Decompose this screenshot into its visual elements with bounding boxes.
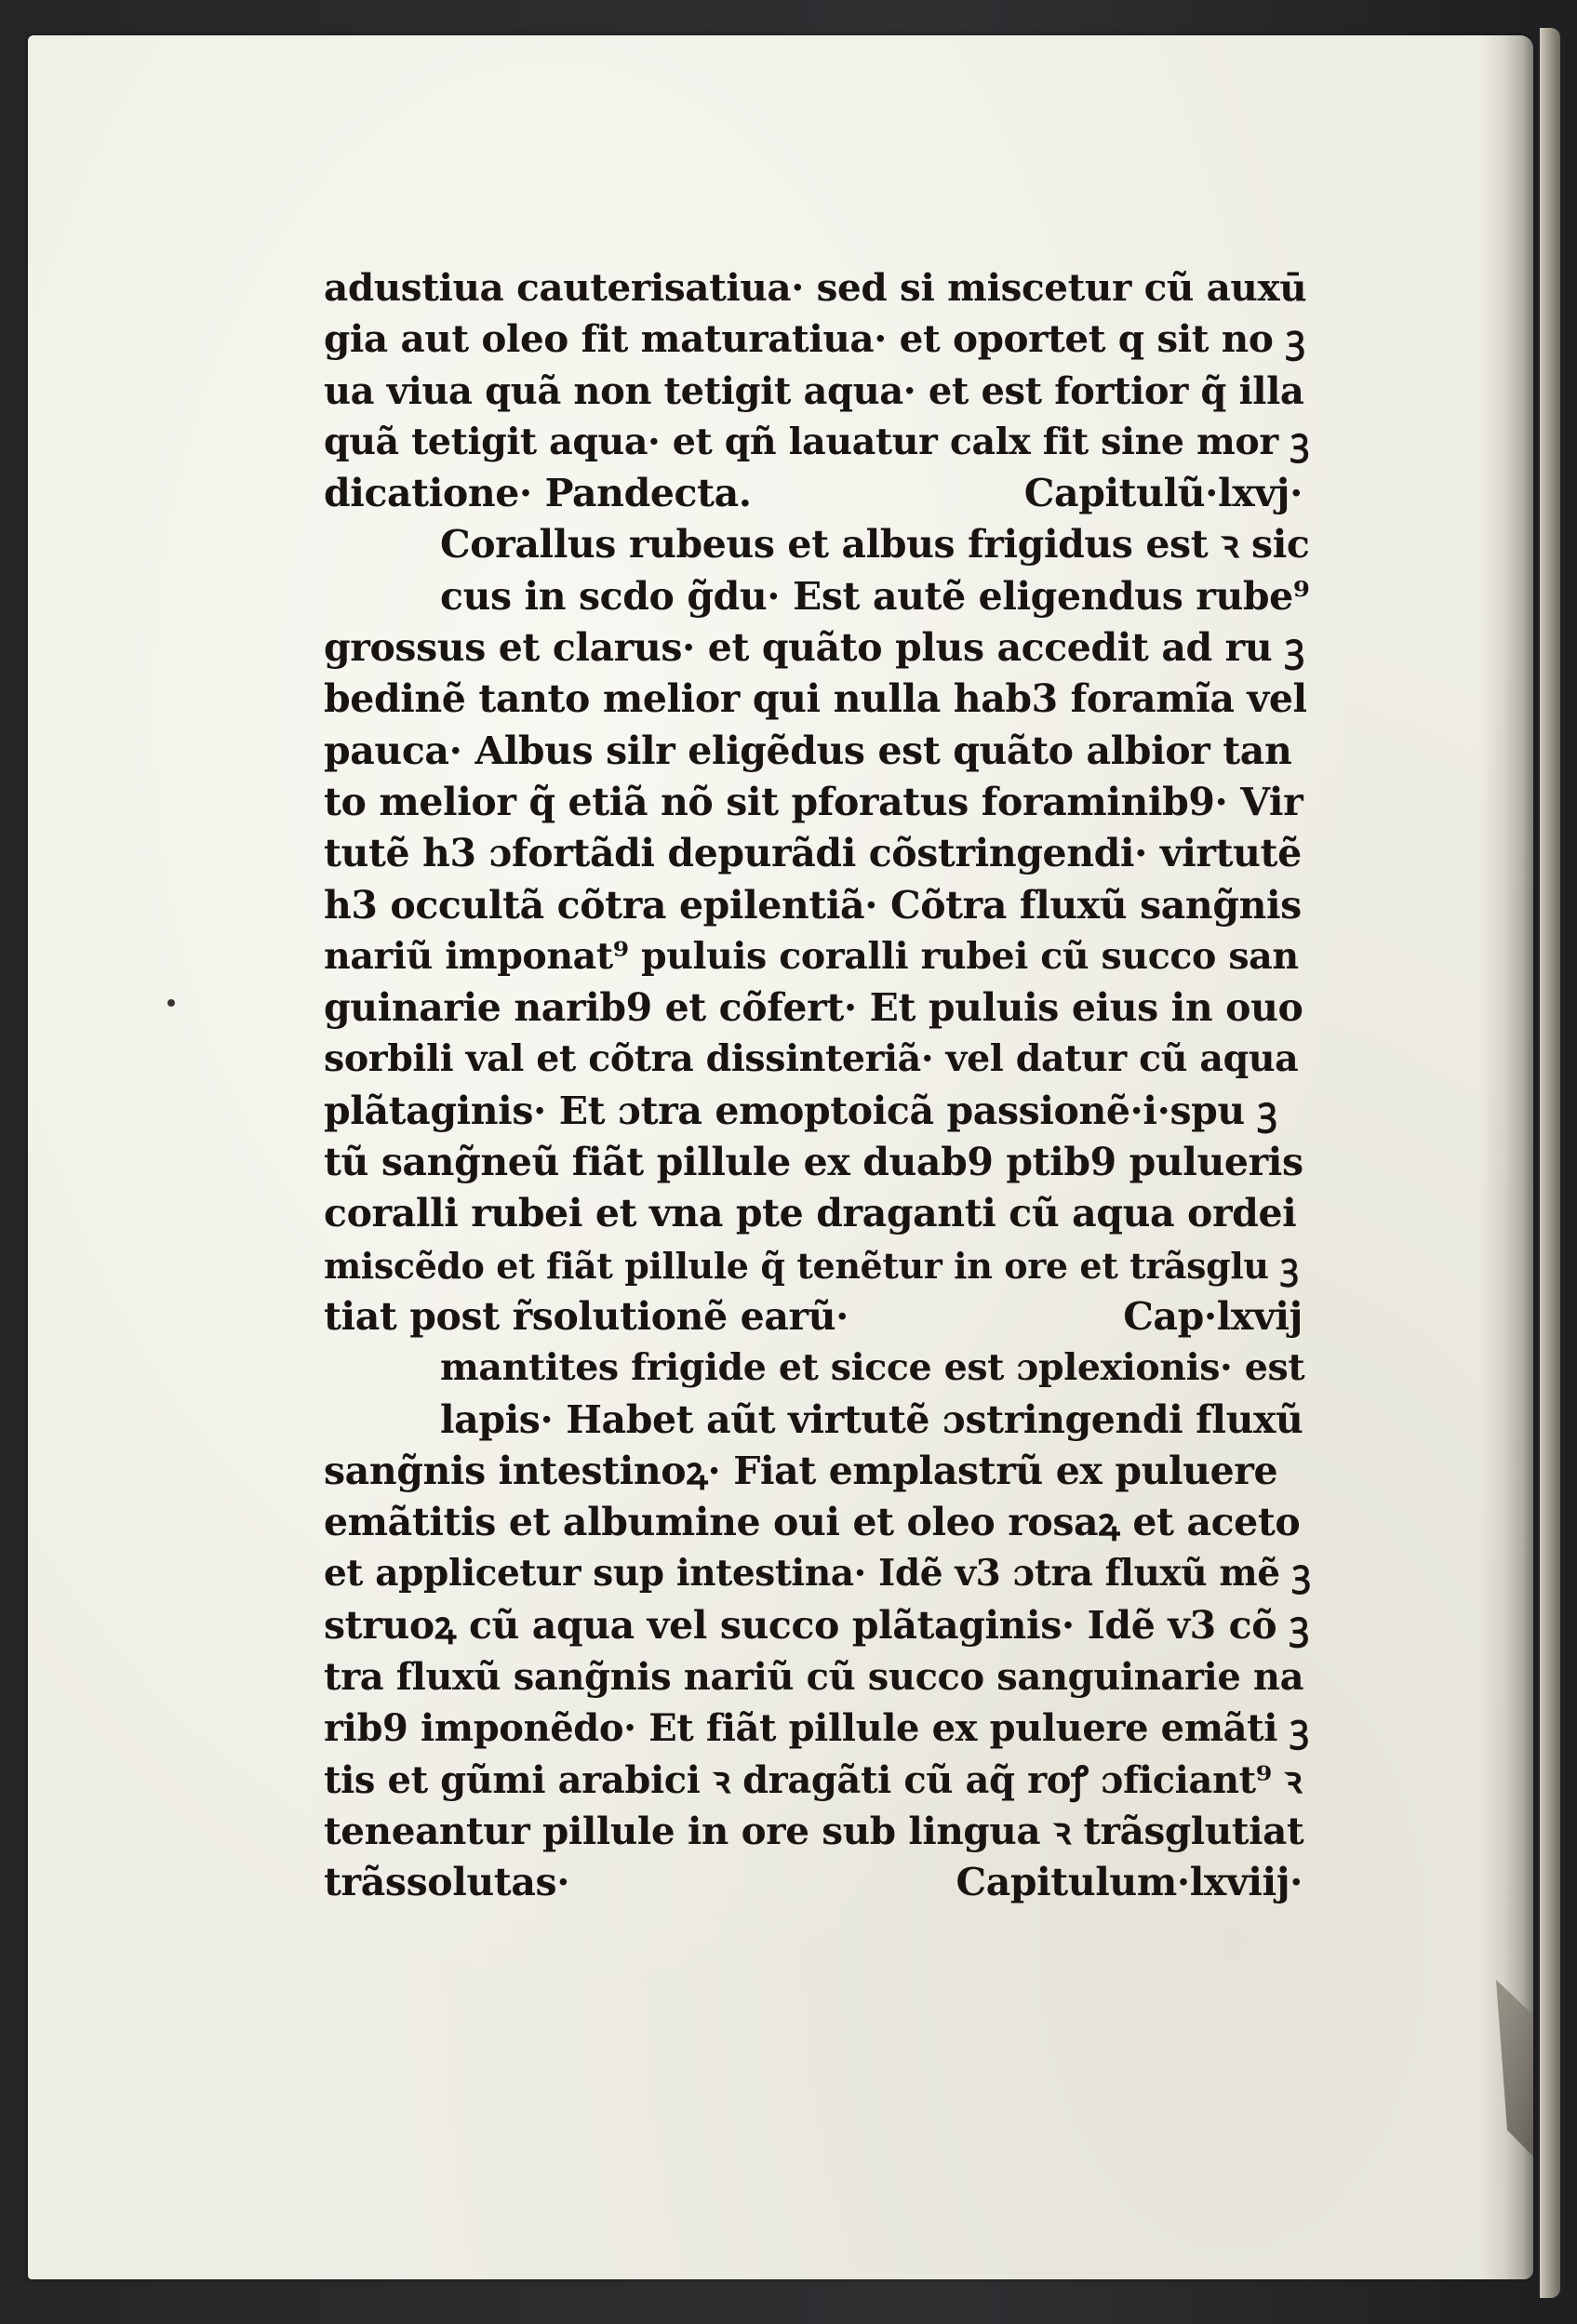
chapter-heading-line bbox=[324, 468, 1310, 519]
line-text: tis et gũmi arabici ꝛ dragãti cũ aq̃ roꝭ ɔficiant⁹ ꝛ bbox=[324, 1757, 1302, 1802]
text-line bbox=[324, 1600, 1310, 1651]
text-line bbox=[324, 1806, 1310, 1857]
line-text: grossus et clarus· et quãto plus accedit ad ru ꝫ bbox=[324, 625, 1304, 671]
line-text: pauca· Albus silr eligẽdus est quãto albior tan bbox=[324, 728, 1292, 773]
line-text: plãtaginis· Et ɔtra emoptoicã passionẽ·i·spu ꝫ bbox=[324, 1088, 1277, 1133]
line-text: Corallus rubeus et albus frigidus est ꝛ sic bbox=[440, 522, 1310, 568]
line-text: trãssolutas· bbox=[324, 1860, 570, 1905]
line-text: coralli rubei et vna pte draganti cũ aqua ordei bbox=[324, 1191, 1297, 1236]
text-line bbox=[324, 982, 1310, 1034]
chapter-heading-line bbox=[324, 1291, 1310, 1342]
text-line bbox=[324, 1446, 1310, 1497]
ink-speck bbox=[167, 999, 175, 1007]
text-line bbox=[324, 1395, 1310, 1446]
text-line bbox=[324, 726, 1310, 777]
line-text: tra fluxũ sang̃nis nariũ cũ succo sanguinarie na bbox=[324, 1655, 1304, 1700]
line-text: et applicetur sup intestina· Idẽ v3 ɔtra fluxũ mẽ ꝫ bbox=[324, 1552, 1311, 1596]
page-gutter-shadow bbox=[1479, 35, 1533, 2279]
text-line bbox=[324, 1034, 1310, 1085]
line-text: quã tetigit aqua· et qñ lauatur calx fit sine mor ꝫ bbox=[324, 420, 1309, 463]
text-line bbox=[324, 1548, 1310, 1599]
text-line bbox=[324, 777, 1310, 828]
line-text: gia aut oleo fit maturatiua· et oportet q sit no ꝫ bbox=[324, 316, 1305, 362]
line-text: teneantur pillule in ore sub lingua ꝛ trãsglutiat bbox=[324, 1808, 1304, 1853]
line-text: rib9 imponẽdo· Et fiãt pillule ex puluere emãti ꝫ bbox=[324, 1706, 1309, 1751]
text-line bbox=[324, 314, 1310, 365]
line-text: nariũ imponat⁹ puluis coralli rubei cũ succo san bbox=[324, 934, 1299, 978]
text-line bbox=[324, 1188, 1310, 1239]
line-text: ua viua quã non tetigit aqua· et est fortior q̃ illa bbox=[324, 368, 1304, 413]
book-spine-edge bbox=[1540, 28, 1560, 2298]
text-line bbox=[324, 828, 1310, 879]
text-line bbox=[324, 366, 1310, 417]
chapter-heading: Cap·lxvij bbox=[1123, 1293, 1303, 1339]
line-text: struoꝝ cũ aqua vel succo plãtaginis· Idẽ v3 cõ ꝫ bbox=[324, 1602, 1309, 1648]
text-line bbox=[324, 262, 1310, 314]
line-text: h3 occultã cõtra epilentiã· Cõtra fluxũ sang̃nis bbox=[324, 882, 1302, 928]
line-text: mantites frigide et sicce est ɔplexionis· est bbox=[440, 1346, 1305, 1390]
line-text: bedinẽ tanto melior qui nulla hab3 foramĩa vel bbox=[324, 676, 1307, 722]
line-text: tũ sang̃neũ fiãt pillule ex duab9 ptib9 pulueris bbox=[324, 1140, 1303, 1185]
text-line bbox=[324, 519, 1310, 570]
line-text: miscẽdo et fiãt pillule q̃ tenẽtur in ore et trãsglu ꝫ bbox=[324, 1244, 1299, 1287]
line-text: dicatione· Pandecta. bbox=[324, 471, 752, 516]
text-line bbox=[324, 1755, 1310, 1806]
line-text: guinarie narib9 et cõfert· Et puluis eius in ouo bbox=[324, 985, 1303, 1031]
line-text: tutẽ h3 ɔfortãdi depurãdi cõstringendi· virtutẽ bbox=[324, 831, 1302, 876]
text-line bbox=[324, 1497, 1310, 1548]
text-line bbox=[324, 1342, 1310, 1394]
line-text: sorbili val et cõtra dissinteriã· vel datur cũ aqua bbox=[324, 1037, 1299, 1081]
text-line bbox=[324, 622, 1310, 674]
chapter-heading-line bbox=[324, 1857, 1310, 1908]
text-line bbox=[324, 880, 1310, 931]
text-line bbox=[324, 1240, 1310, 1291]
text-line bbox=[324, 417, 1310, 468]
text-line bbox=[324, 931, 1310, 982]
line-text: lapis· Habet aũt virtutẽ ɔstringendi fluxũ bbox=[440, 1396, 1303, 1442]
text-line bbox=[324, 1651, 1310, 1703]
text-line bbox=[324, 1703, 1310, 1754]
chapter-heading: Capitulũ·lxvj· bbox=[1023, 471, 1303, 516]
text-line bbox=[324, 1086, 1310, 1137]
incunable-text-block bbox=[324, 262, 1310, 1909]
text-line bbox=[324, 1137, 1310, 1188]
line-text: tiat post r̃solutionẽ earũ· bbox=[324, 1293, 849, 1339]
line-text: adustiua cauterisatiua· sed si miscetur cũ auxū bbox=[324, 265, 1307, 310]
line-text: emãtitis et albumine oui et oleo rosaꝝ et aceto bbox=[324, 1500, 1301, 1545]
line-text: to melior q̃ etiã nõ sit pforatus foraminib9· Vir bbox=[324, 779, 1303, 824]
chapter-heading: Capitulum·lxviij· bbox=[956, 1860, 1303, 1905]
text-line bbox=[324, 674, 1310, 725]
line-text: cus in scdo g̃du· Est autẽ eligendus rube⁹ bbox=[440, 573, 1310, 619]
line-text: sang̃nis intestinoꝝ· Fiat emplastrũ ex puluere bbox=[324, 1448, 1278, 1493]
text-line bbox=[324, 571, 1310, 622]
